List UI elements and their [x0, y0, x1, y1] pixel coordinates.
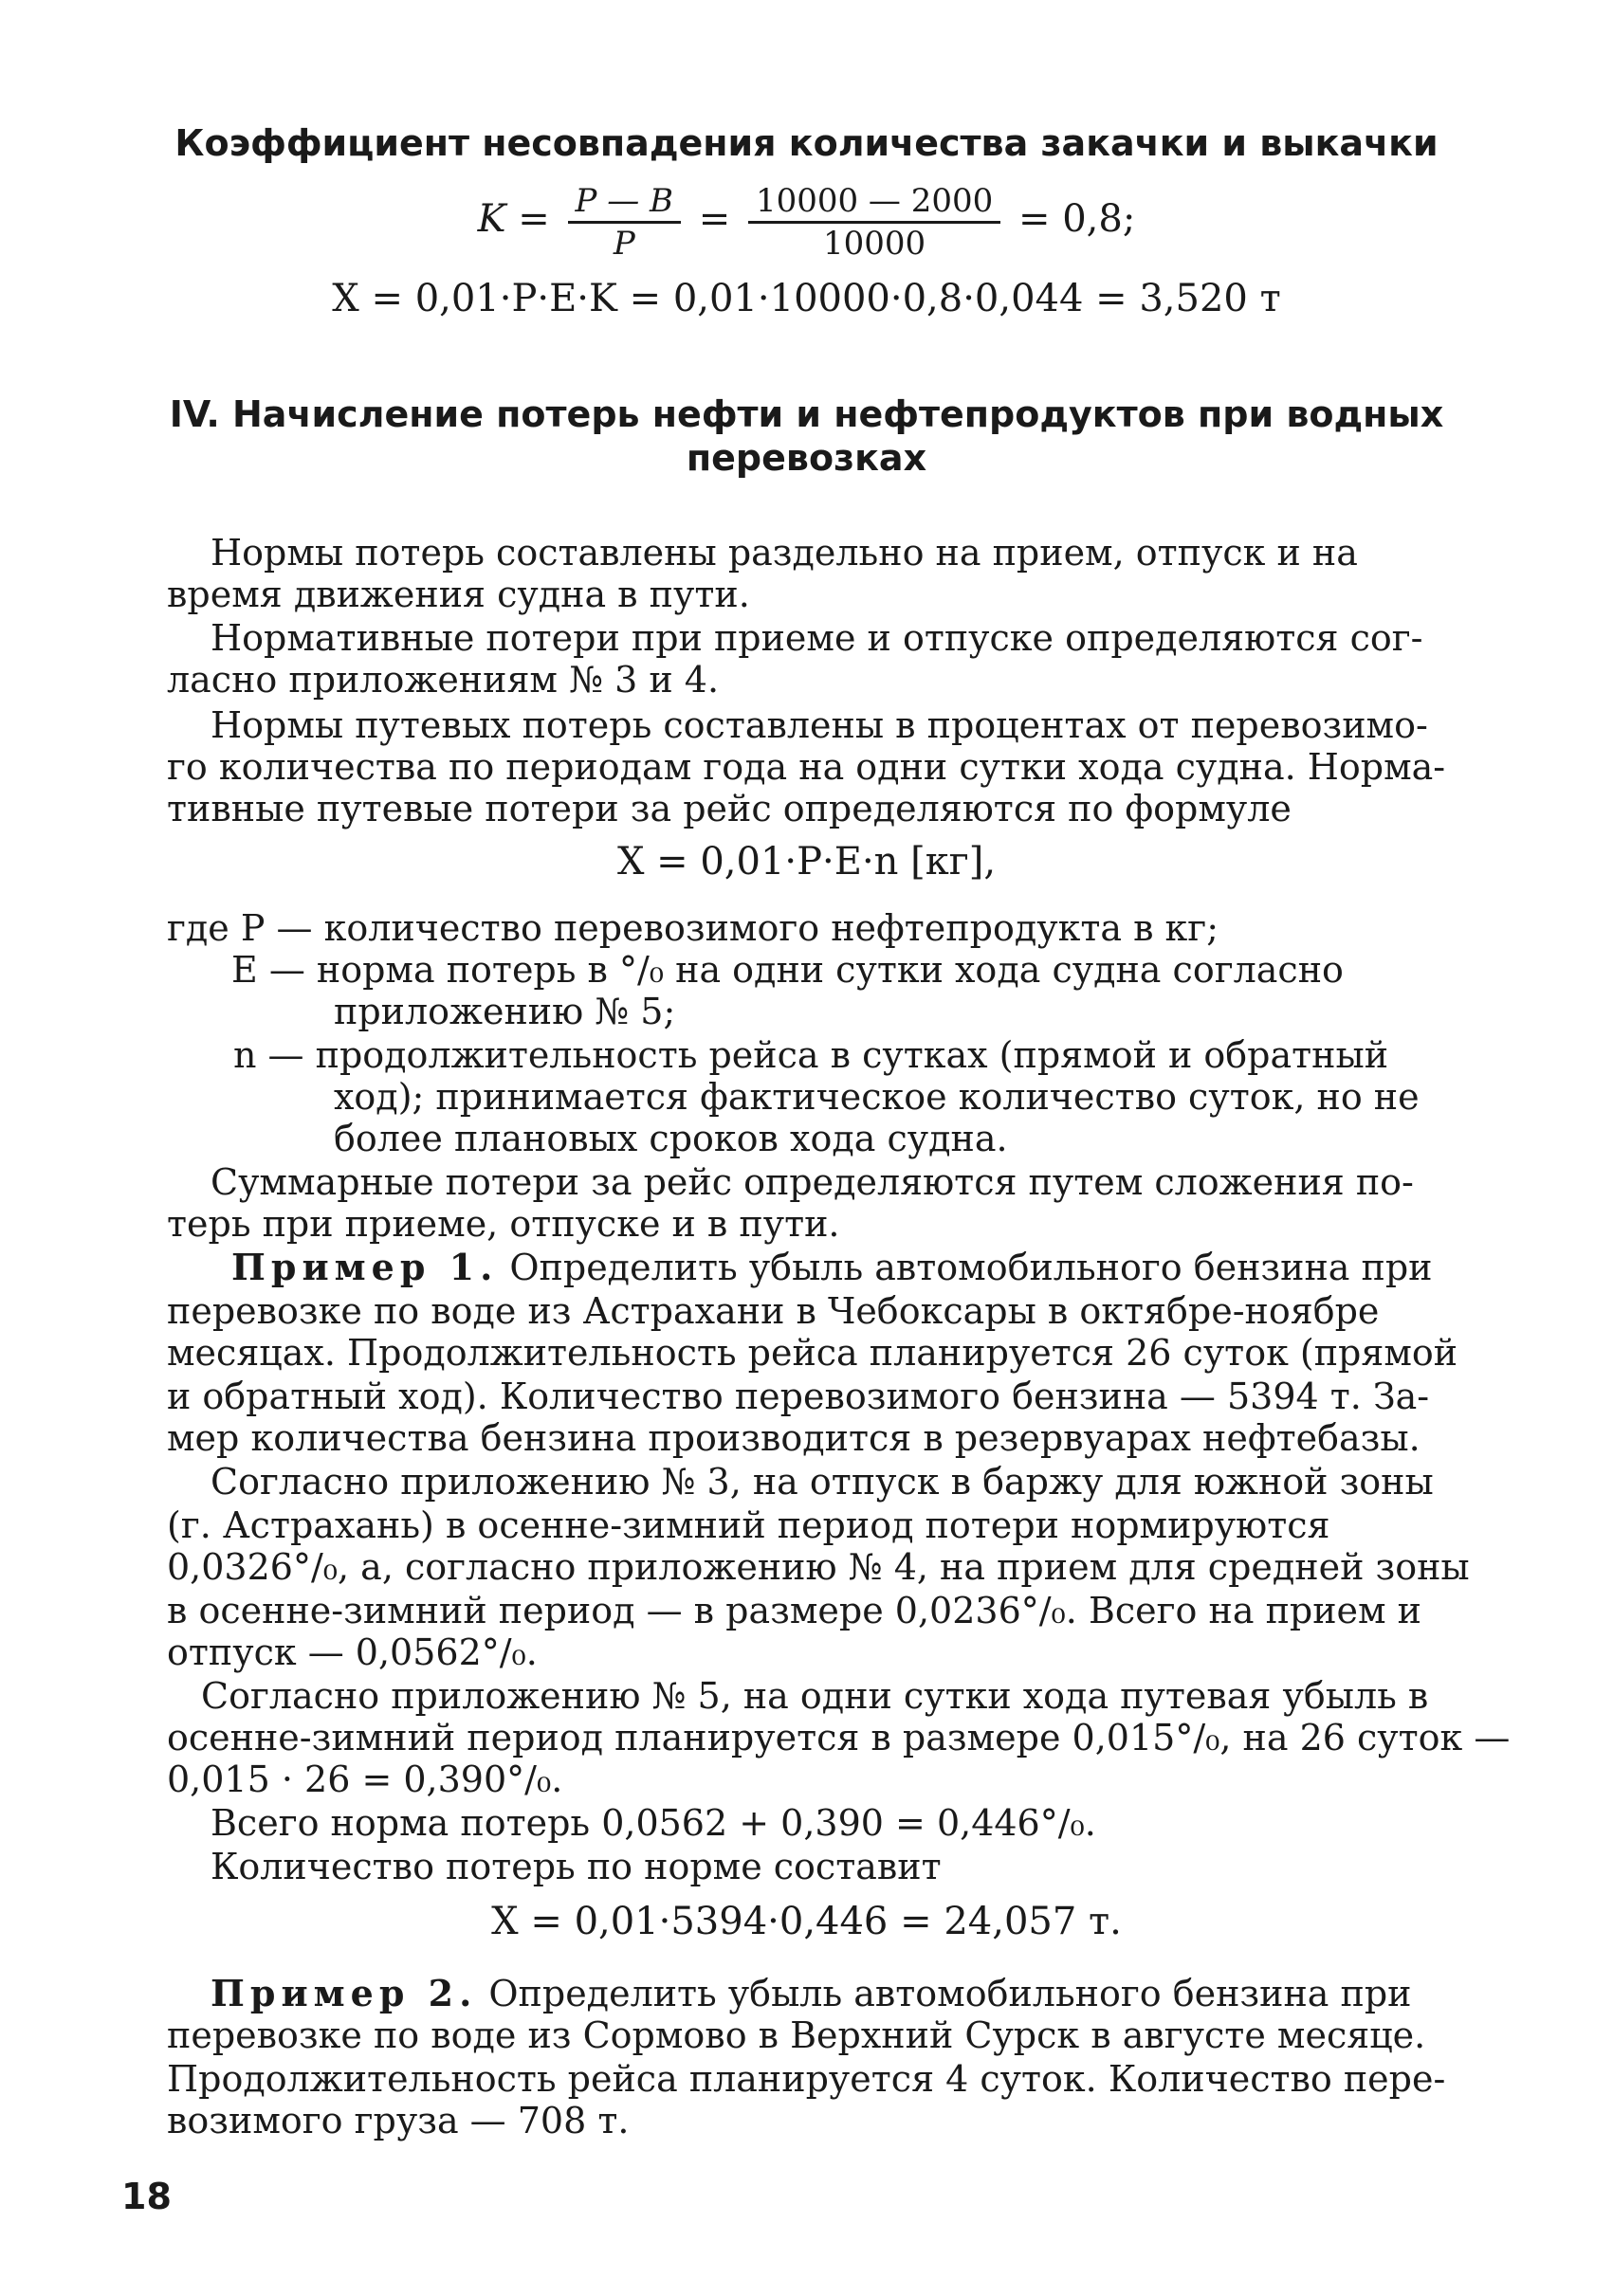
fraction-p-b: [568, 181, 681, 264]
fraction-values-numerator: 10000 — 2000: [748, 181, 1000, 224]
where-line: приложению № 5;: [334, 991, 676, 1032]
summary-line: Суммарные потери за рейс определяются путем сложения по-: [211, 1161, 1414, 1203]
example-1-line: Согласно приложению № 3, на отпуск в баржу для южной зоны: [211, 1461, 1434, 1503]
example-1-line: Количество потерь по норме составит: [211, 1846, 942, 1887]
example-1-line: Всего норма потерь 0,0562 + 0,390 = 0,446°/₀.: [211, 1802, 1096, 1844]
example-1-line: (г. Астрахань) в осенне-зимний период потери нормируются: [167, 1504, 1330, 1546]
example-1-formula: X = 0,01·5394·0,446 = 24,057 т.: [491, 1900, 1122, 1943]
example-1-line: отпуск — 0,0562°/₀.: [167, 1631, 538, 1673]
example-1-line: осенне-зимний период планируется в размере 0,015°/₀, на 26 суток —: [167, 1717, 1511, 1758]
body-line: го количества по периодам года на одни сутки хода судна. Норма-: [167, 746, 1446, 788]
example-1-line: в осенне-зимний период — в размере 0,0236°/₀. Всего на прием и: [167, 1590, 1422, 1631]
page-number: 18: [121, 2176, 172, 2217]
example-2-line: перевозке по воде из Сормово в Верхний Сурск в августе месяце.: [167, 2014, 1426, 2056]
example-2-line: Продолжительность рейса планируется 4 суток. Количество пере-: [167, 2058, 1446, 2100]
fraction-p-b-denominator: P: [613, 224, 635, 263]
summary-line: терь при приеме, отпуске и в пути.: [167, 1203, 840, 1245]
example-1-text: Определить убыль автомобильного бензина при: [509, 1247, 1433, 1288]
example-1-line: мер количества бензина производится в резервуарах нефтебазы.: [167, 1417, 1421, 1459]
example-1-first-line: [231, 1246, 1433, 1289]
coefficient-heading: Коэффициент несовпадения количества закачки и выкачки: [174, 122, 1439, 164]
example-1-line: и обратный ход). Количество перевозимого бензина — 5394 т. За-: [167, 1376, 1430, 1417]
example-1-line: месяцах. Продолжительность рейса планируется 26 суток (прямой: [167, 1332, 1458, 1374]
body-line: тивные путевые потери за рейс определяются по формуле: [167, 788, 1292, 829]
section-iv-title-line-2: перевозках: [686, 437, 927, 479]
body-line: Нормы потерь составлены раздельно на прием, отпуск и на: [211, 532, 1358, 574]
example-2-first-line: [211, 1972, 1412, 2015]
formula-k: K = $\frac{P — B}{P}$ = $\frac{10000 — 2000}{10000}$ = 0,8;: [477, 181, 1136, 263]
formula-k-result: 0,8;: [1062, 197, 1136, 241]
example-1-line: перевозке по воде из Астрахани в Чебоксары в октябре-ноябре: [167, 1290, 1380, 1332]
where-line: E — норма потерь в °/₀ на одни сутки хода судна согласно: [231, 949, 1344, 991]
where-line: ход); принимается фактическое количество суток, но не: [334, 1076, 1420, 1118]
example-1-line: 0,015 · 26 = 0,390°/₀.: [167, 1758, 563, 1800]
fraction-values-denominator: 10000: [823, 224, 926, 263]
where-line: n — продолжительность рейса в сутках (прямой и обратный: [233, 1034, 1389, 1076]
example-2-label: Пример 2.: [211, 1972, 478, 2014]
where-line: где P — количество перевозимого нефтепродукта в кг;: [167, 907, 1219, 949]
example-1-line: 0,0326°/₀, а, согласно приложению № 4, на прием для средней зоны: [167, 1546, 1470, 1588]
formula-route-losses: X = 0,01·P·E·n [кг],: [616, 840, 997, 884]
body-line: Нормы путевых потерь составлены в процентах от перевозимо-: [211, 704, 1428, 746]
body-line: ласно приложениям № 3 и 4.: [167, 659, 720, 701]
formula-x-top: X = 0,01·P·E·K = 0,01·10000·0,8·0,044 = 3,520 т: [332, 277, 1281, 320]
example-1-label: Пример 1.: [231, 1246, 499, 1288]
body-line: время движения судна в пути.: [167, 574, 750, 615]
example-2-line: возимого груза — 708 т.: [167, 2100, 630, 2141]
example-2-text: Определить убыль автомобильного бензина при: [488, 1973, 1412, 2014]
example-1-line: Согласно приложению № 5, на одни сутки хода путевая убыль в: [201, 1675, 1429, 1717]
fraction-values: [748, 181, 1000, 264]
body-line: Нормативные потери при приеме и отпуске определяются сог-: [211, 617, 1423, 659]
formula-k-lhs: K: [477, 197, 506, 241]
where-line: более плановых сроков хода судна.: [334, 1118, 1008, 1159]
fraction-p-b-numerator: P — B: [568, 181, 681, 224]
section-iv-title-line-1: IV. Начисление потерь нефти и нефтепродуктов при водных: [169, 393, 1444, 435]
